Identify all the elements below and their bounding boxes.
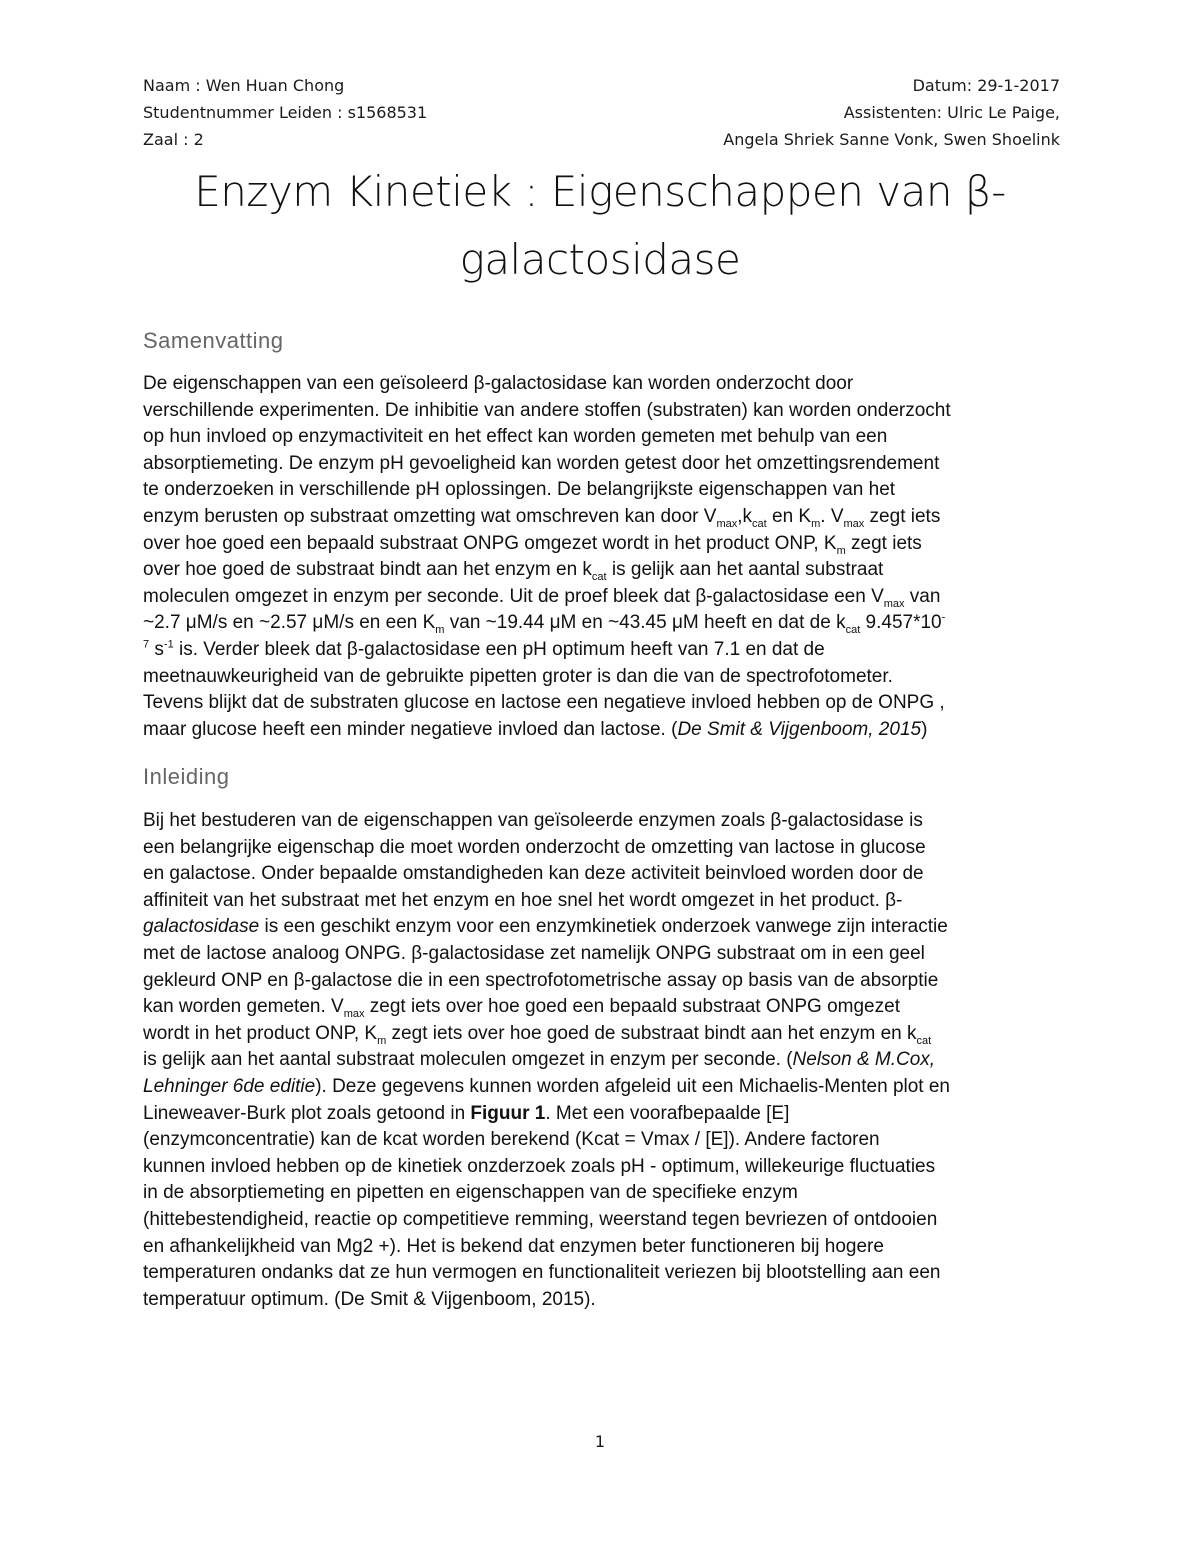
text-line: (enzymconcentratie) kan de kcat worden berekend (Kcat = Vmax / [E]). Andere factoren <box>143 1129 880 1151</box>
author-name: Naam : Wen Huan Chong <box>143 76 345 95</box>
text-fragment: s <box>149 638 164 660</box>
text-fragment: ~2.7 μM/s en ~2.57 μM/s en een K <box>143 612 436 634</box>
text-line: Tevens blijkt dat de substraten glucose en lactose een negatieve invloed hebben op de ONPG , <box>143 692 945 714</box>
text-fragment: over hoe goed een bepaald substraat ONPG omgezet wordt in het product ONP, K <box>143 532 837 554</box>
superscript: 7 <box>143 638 150 651</box>
assistants: Assistenten: Ulric Le Paige, <box>843 103 1060 122</box>
text-fragment: enzym berusten op substraat omzetting wat omschreven kan door V <box>143 505 717 527</box>
text-line: affiniteit van het substraat met het enzym en hoe snel het wordt omgezet in het product. β- <box>143 889 903 911</box>
figure-reference: Figuur 1 <box>470 1102 546 1124</box>
subscript: max <box>343 1007 365 1020</box>
italic-term: galactosidase <box>143 916 260 938</box>
subscript: max <box>883 597 905 610</box>
document-date: Datum: 29-1-2017 <box>912 76 1060 95</box>
text-fragment: wordt in het product ONP, K <box>143 1022 378 1044</box>
text-fragment: is gelijk aan het aantal substraat moleculen omgezet in enzym per seconde. ( <box>143 1049 793 1071</box>
text-fragment: van ~19.44 μM en ~43.45 μM heeft en dat de k <box>444 612 846 634</box>
text-line <box>143 531 1063 558</box>
text-line: temperatuur optimum. (De Smit & Vijgenboom, 2015). <box>143 1288 596 1310</box>
text-line <box>143 717 1063 744</box>
text-line <box>143 994 1063 1021</box>
subscript: cat <box>591 570 607 583</box>
assistants-continued: Angela Shriek Sanne Vonk, Swen Shoelink <box>723 130 1060 149</box>
subscript: m <box>811 517 821 530</box>
text-fragment: is gelijk aan het aantal substraat <box>606 559 884 581</box>
text-line: (hittebestendigheid, reactie op competitieve remming, weerstand tegen bevriezen of ontdooien <box>143 1208 938 1230</box>
text-line <box>143 557 1063 584</box>
citation: Lehninger 6de editie <box>143 1075 316 1097</box>
text-line: absorptiemeting. De enzym pH gevoeligheid kan worden getest door het omzettingsrendement <box>143 452 940 474</box>
text-line: op hun invloed op enzymactiviteit en het effect kan worden gemeten met behulp van een <box>143 426 888 448</box>
text-line: met de lactose analoog ONPG. β-galactosidase zet namelijk ONPG substraat om in een geel <box>143 942 925 964</box>
text-fragment: ). Deze gegevens kunnen worden afgeleid uit een Michaelis-Menten plot en <box>315 1075 950 1097</box>
text-fragment: zegt iets over hoe goed de substraat bindt aan het enzym en k <box>386 1022 917 1044</box>
text-line: kunnen invloed hebben op de kinetiek onzderzoek zoals pH - optimum, willekeurige fluctuaties <box>143 1155 936 1177</box>
text-fragment: 9.457*10 <box>860 612 942 634</box>
text-fragment: en K <box>766 505 812 527</box>
text-line <box>143 914 1063 941</box>
header-row-3 <box>143 126 1060 153</box>
text-fragment: Lineweaver-Burk plot zoals getoond in <box>143 1102 471 1124</box>
page-number: 1 <box>594 1432 606 1451</box>
title-line-2: galactosidase <box>459 235 741 284</box>
text-fragment: maar glucose heeft een minder negatieve invloed dan lactose. ( <box>143 718 678 740</box>
header-row-2 <box>143 99 1060 126</box>
text-line: een belangrijke eigenschap die moet worden onderzocht de omzetting van lactose in glucose <box>143 836 926 858</box>
subscript: m <box>435 624 445 637</box>
text-line: meetnauwkeurigheid van de gebruikte pipetten groter is dan die van de spectrofotometer. <box>143 665 893 687</box>
citation: Nelson & M.Cox, <box>792 1049 936 1071</box>
subscript: cat <box>752 517 767 530</box>
text-fragment: is. Verder bleek dat β-galactosidase een pH optimum heeft van 7.1 en dat de <box>173 638 825 660</box>
room: Zaal : 2 <box>143 130 204 149</box>
subscript: max <box>843 517 865 530</box>
text-fragment: zegt iets <box>845 532 922 554</box>
text-fragment: ) <box>921 718 928 740</box>
text-fragment: kan worden gemeten. V <box>143 996 344 1018</box>
text-fragment: zegt iets over hoe goed een bepaald substraat ONPG omgezet <box>364 996 900 1018</box>
text-line <box>143 584 1063 611</box>
text-line <box>143 1047 1063 1074</box>
text-line: gekleurd ONP en β-galactose die in een spectrofotometrische assay op basis van de absorptie <box>143 969 939 991</box>
document-header <box>143 72 1060 153</box>
text-fragment: is een geschikt enzym voor een enzymkinetiek onderzoek vanwege zijn interactie <box>259 916 948 938</box>
student-number: Studentnummer Leiden : s1568531 <box>143 103 428 122</box>
intro-paragraph <box>143 808 1063 1313</box>
text-line <box>143 610 1063 637</box>
text-line <box>143 637 1063 664</box>
title-line-1: Enzym Kinetiek : Eigenschappen van β- <box>194 167 1006 216</box>
document-title <box>100 158 1100 294</box>
text-line: en afhankelijkheid van Mg2 +). Het is bekend dat enzymen beter functioneren bij hogere <box>143 1235 884 1257</box>
text-fragment: moleculen omgezet in enzym per seconde. Uit de proef bleek dat β-galactosidase een V <box>143 585 884 607</box>
text-line: temperaturen ondanks dat ze hun vermogen en functionaliteit veriezen bij blootstelling aan een <box>143 1262 941 1284</box>
text-line <box>143 1021 1063 1048</box>
summary-paragraph <box>143 371 1063 743</box>
intro-heading: Inleiding <box>143 764 230 789</box>
text-fragment: over hoe goed de substraat bindt aan het enzym en k <box>143 559 592 581</box>
text-line: verschillende experimenten. De inhibitie van andere stoffen (substraten) kan worden onderzocht <box>143 399 951 421</box>
summary-heading: Samenvatting <box>143 328 284 353</box>
text-line: te onderzoeken in verschillende pH oplossingen. De belangrijkste eigenschappen van het <box>143 479 896 501</box>
text-line: Bij het bestuderen van de eigenschappen van geïsoleerde enzymen zoals β-galactosidase is <box>143 810 923 831</box>
text-fragment: van <box>904 585 941 607</box>
text-line <box>143 1101 1063 1128</box>
citation: De Smit & Vijgenboom, 2015 <box>677 718 922 740</box>
text-line: in de absorptiemeting en pipetten en eigenschappen van de specifieke enzym <box>143 1182 798 1204</box>
superscript: - <box>941 612 946 625</box>
subscript: cat <box>916 1034 932 1047</box>
subscript: m <box>836 544 846 557</box>
text-line <box>143 1074 1063 1101</box>
text-fragment: zegt iets <box>864 505 941 527</box>
text-fragment: . V <box>820 505 844 527</box>
text-line: en galactose. Onder bepaalde omstandigheden kan deze activiteit beinvloed worden door de <box>143 863 924 885</box>
superscript: -1 <box>163 638 174 651</box>
text-fragment: ,k <box>737 505 753 527</box>
header-row-1 <box>143 72 1060 99</box>
text-line: De eigenschappen van een geïsoleerd β-galactosidase kan worden onderzocht door <box>143 373 854 394</box>
subscript: cat <box>845 624 861 637</box>
subscript: max <box>716 517 738 530</box>
text-line <box>143 504 1063 531</box>
subscript: m <box>377 1034 387 1047</box>
text-fragment: . Met een voorafbepaalde [E] <box>545 1102 790 1124</box>
